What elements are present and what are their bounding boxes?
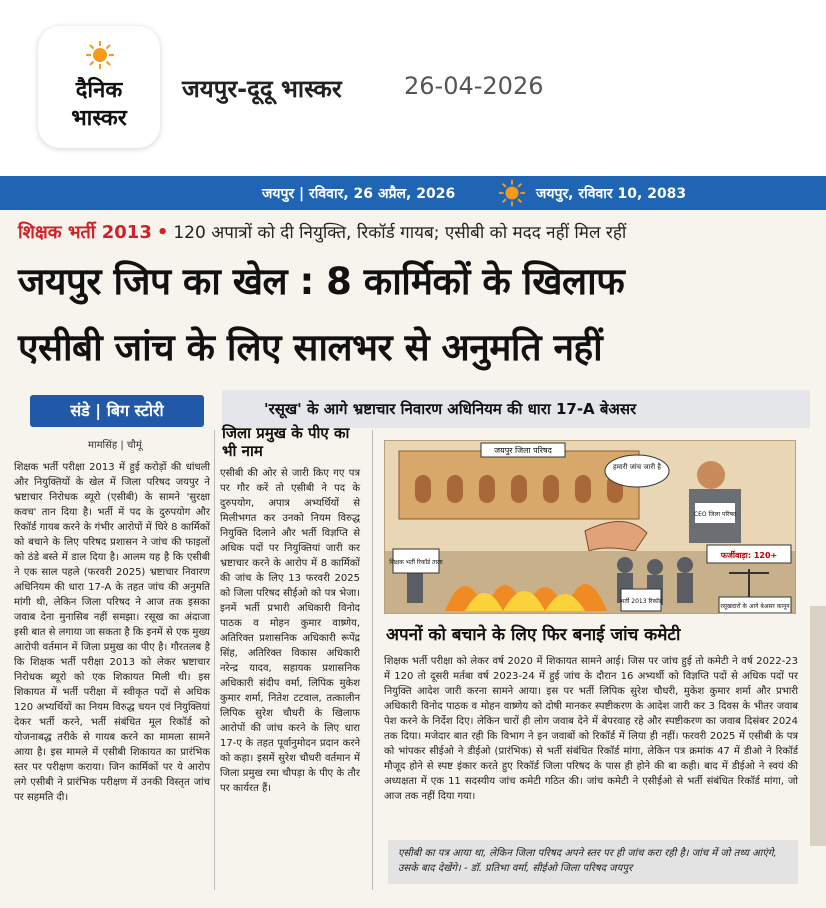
logo-text-top: दैनिक [75,78,123,103]
sun-icon [498,179,526,207]
sub-banner: 'रसूख' के आगे भ्रष्टाचार निवारण अधिनियम की धारा 17-A बेअसर [222,390,810,428]
column-divider [372,430,373,890]
column-2-heading: जिला प्रमुख के पीए का भी नाम [222,424,350,460]
app-header [0,0,826,176]
headline-line-1: जयपुर जिप का खेल : 8 कार्मिकों के खिलाफ [18,260,625,303]
edition-title: जयपुर-दूदू भास्कर [182,75,342,103]
cartoon-speech: हमारी जांच जारी है [613,463,661,471]
column-2-text: एसीबी की ओर से जारी किए गए पत्र पर गौर करें तो एसीबी ने पद के दुरुपयोग, अपात्र अभ्यर्थियों से मिलीभगत कर उनको नियम विरुद्ध नियुक्ति दिलाने और भर्ती विज्ञप्ति से अधिक पदों पर नियुक्तियां जारी कर भ्रष्टाचार करने के आरोप में 8 कार्मिकों की जांच के लिए 13 फरवरी 2025 को जिला परिषद सीईओ को पत्र भेजा। इनमें भर्ती प्रभारी अधिकारी विनोद पाठक व मोहन कुमार वाष्र्णेय, अतिरिक्त प्रशासनिक अधिकारी रूपेंद्र सिंह, अतिरिक्त विकास अधिकारी नरेन्द्र यादव, सहायक प्रशासनिक अधिकारी संदीप वर्मा, लिपिक मुकेश कुमार शर्मा, नितेश टटवाल, तत्कालीन लिपिक सुरेश चौधरी के खिलाफ आरोपों की जांच करने के लिए धारा 17-ए के तहत पूर्वानुमोदन प्रदान करने को कहा। इसमें सुरेश चौधरी वर्तमान में जिला प्रमुख रमा चौपड़ा के पीए के तौर पर कार्यरत हैं। [220,468,360,794]
cartoon-building-label: जयपुर जिला परिषद [494,446,552,455]
adjacent-column-edge [810,606,826,846]
cartoon-fake-label: फर्जीवाड़ा: 120+ [720,551,778,560]
byline: मामसिंह | चौमूं [88,440,142,451]
sun-logo-icon [85,40,115,70]
cartoon-record-label: शिक्षक भर्ती रिकॉर्ड ताला [389,559,443,566]
ceo-quote: एसीबी का पत्र आया था, लेकिन जिला परिषद अपने स्तर पर ही जांच करा रही है। जांच में जो तथ्य आएंगे, उसके बाद देखेंगे। - डॉ. प्रतिभा वर्मा, सीईओ जिला परिषद जयपुर [388,840,798,884]
kicker-dot: • [156,222,169,243]
kicker-tag: शिक्षक भर्ती 2013 [18,222,152,243]
date-strip [0,176,826,210]
strip-date-left: जयपुर | रविवार, 26 अप्रैल, 2026 [262,186,456,202]
edition-date: 26-04-2026 [404,72,544,100]
newspaper-clip[interactable] [0,176,826,908]
cartoon-year-label: भर्ती 2013 रिकॉर्ड [620,598,662,605]
column-divider [214,430,215,890]
editorial-cartoon [384,440,796,614]
clip-bottom-edge [0,894,826,908]
kicker-text: 120 अपात्रों को दी नियुक्ति, रिकॉर्ड गायब; एसीबी को मदद नहीं मिल रहीं [173,223,627,243]
headline-line-2: एसीबी जांच के लिए सालभर से अनुमति नहीं [18,326,603,369]
app-logo[interactable] [38,26,160,148]
column-1-text: शिक्षक भर्ती परीक्षा 2013 में हुई करोड़ों की धांधली और नियुक्तियों के खेल में जिला परिषद जयपुर ने भ्रष्टाचार निरोधक ब्यूरो (एसीबी) के सामने 'सुरक्षा कवच' तान दिया है। भर्ती में पद के दुरुपयोग और रिकॉर्ड गायब करने के गंभीर आरोपों में घिरे 8 कार्मिकों को बचाने के लिए परिषद प्रशासन ने जांच की फाइलों को ठंडे बस्ते में डाल दिया है। आलम यह है कि एसीबी ने एक साल पहले (फरवरी 2025) भ्रष्टाचार निवारण अधिनियम की धारा 17-A के तहत जांच की अनुमति मांगी थी, लेकिन जिला परिषद ने आज तक इसका जवाब देना मुनासिब नहीं समझा। रसूख का अंदाजा इसी बात से लगाया जा सकता है कि इनमें से एक मुख्य आरोपी वर्तमान में जिला प्रमुख का पीए है। गौरतलब है कि शिक्षक भर्ती परीक्षा 2013 को लेकर भ्रष्टाचार निरोधक ब्यूरो को एक शिकायत मिली थी। इस शिकायत में भर्ती परीक्षा में स्वीकृत पदों से अधिक 120 अभ्यर्थियों का नियम विरुद्ध चयन एवं नियुक्तियां देकर भर्ती करने, भर्ती संबंधित मूल रिकॉर्ड को योजनाबद्ध तरीके से गायब करने का मामला सामने आया है। इस मामले में एसीबी शिकायत का प्रारंभिक स्तर पर परीक्षण कराया। जिन कार्मिकों पर ये आरोप लगे एसीबी ने प्रारंभिक परीक्षण में उनकी विस्तृत जांच पर सहमति दी। [14,462,210,803]
cartoon-ceo-label: CEO जिला परिषद [693,511,737,518]
column-3-text: शिक्षक भर्ती परीक्षा को लेकर वर्ष 2020 में शिकायत सामने आई। जिस पर जांच हुई तो कमेटी ने वर्ष 2022-23 में 120 तो दूसरी मर्तबा वर्ष 2023-24 में हुई जांच के दौरान 16 अभ्यर्थी को विज्ञप्ति पदों से अधिक पदों पर नियुक्ति आदेश जारी करना सामने आया। इस पर भर्ती लिपिक सुरेश चौधरी, मुकेश कुमार शर्मा और प्रभारी अधिकारी विनोद पाठक व मोहन वाष्र्णेय को दोषी मानकर स्पष्टीकरण के आदेश जारी कर 3 दिवस के भीतर जवाब पेश करने के निर्देश दिए। लेकिन चारों ही लोग जवाब देने में बेपरवाह रहे और स्पष्टीकरण का जवाब दिसंबर 2024 तक दिया। मजेदार बात रही कि विभाग ने इन जवाबों को रिकॉर्ड में लिया ही नहीं। फरवरी 2025 में एसीबी के पत्र को भांपकर सीईओ ने डीईओ (प्रारंभिक) से भर्ती संबंधित रिकॉर्ड मांगा, लेकिन पत्र क्रमांक 47 में डीओ ने रिकॉर्ड मौजूद होने से स्पष्ट इंकार करते हुए रिकॉर्ड जिला परिषद के पास ही होने की बा कही। बाद में डीईओ ने स्वयं की अध्यक्षता में एक 11 सदस्यीय जांच कमेटी गठित की। जांच कमेटी ने एसीईओ से भर्ती संबंधित रिकॉर्ड मांगा, जो आज तक नहीं दिया गया। [384,656,798,802]
cartoon-scales-label: रसूखदारों के आगे बेअसर कानून [720,603,790,610]
section-label: संडे | बिग स्टोरी [30,395,204,427]
cartoon-illustration [385,441,796,614]
strip-date-right: जयपुर, रविवार 10, 2083 [536,186,687,202]
logo-text-bottom: भास्कर [71,106,127,131]
column-3-heading: अपनों को बचाने के लिए फिर बनाई जांच कमेटी [386,625,681,645]
kicker-line [18,220,626,244]
